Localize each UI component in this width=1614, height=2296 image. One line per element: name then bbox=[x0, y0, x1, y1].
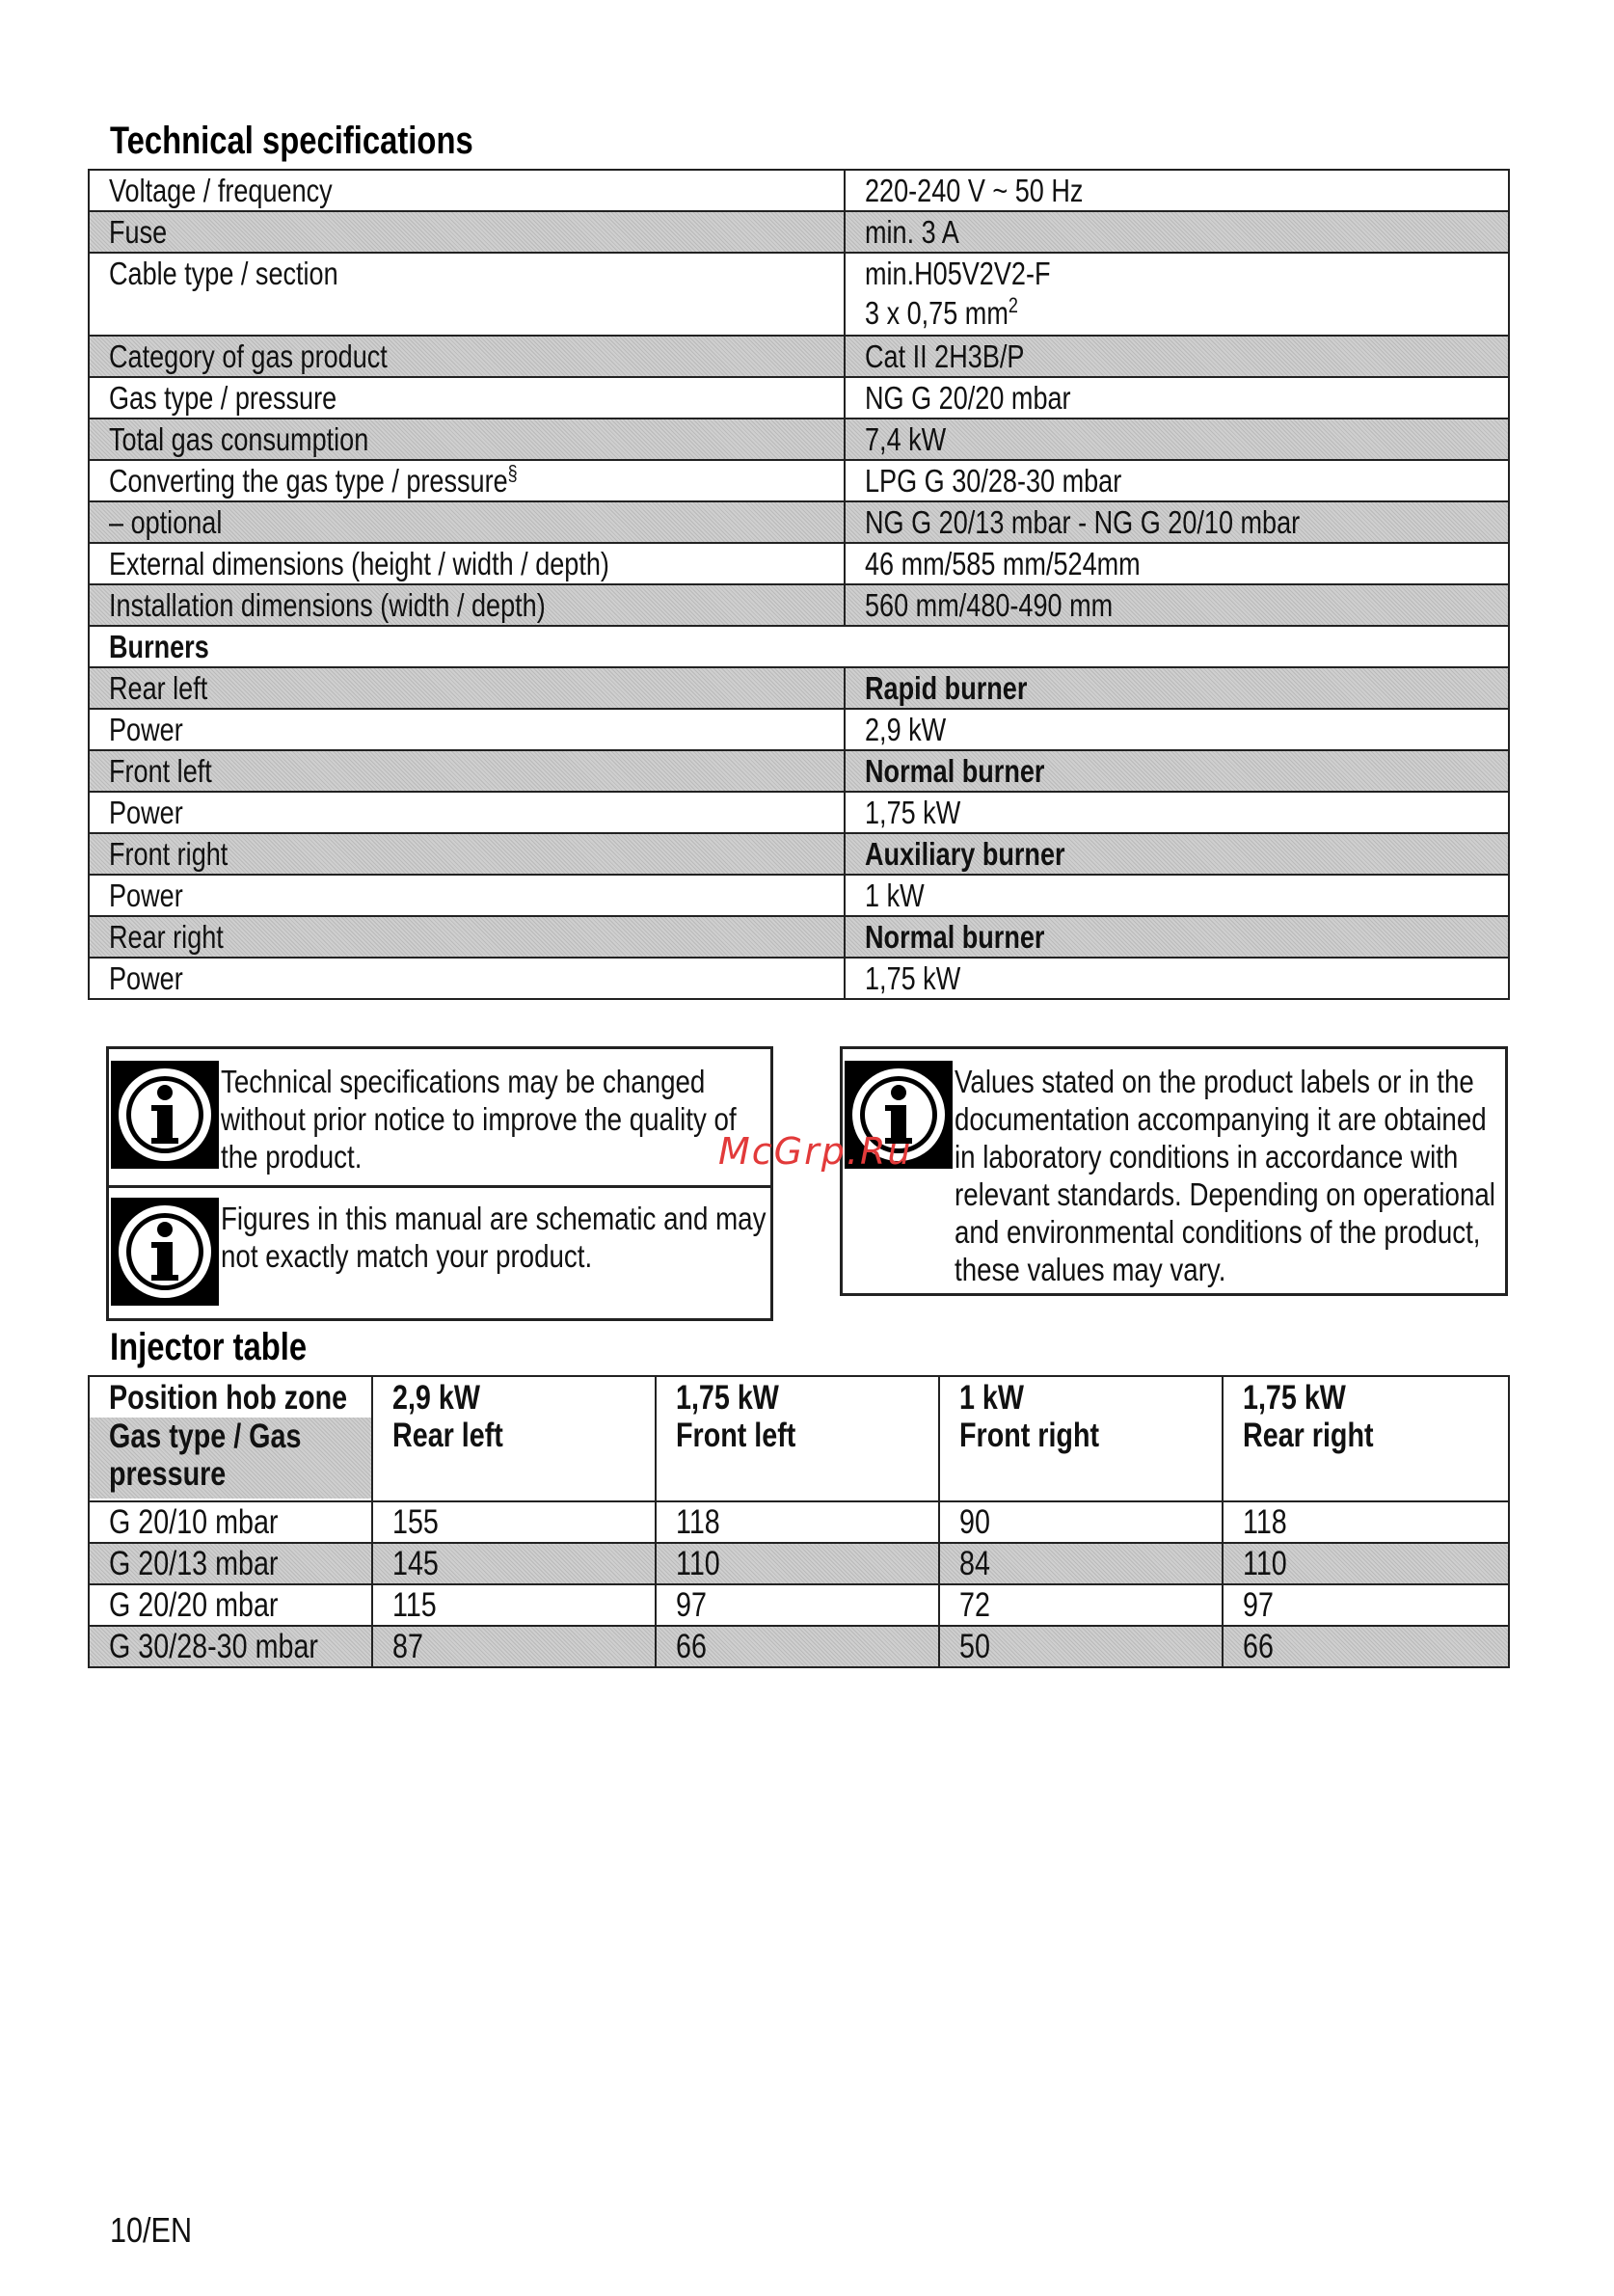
corner-bottom-label-2: pressure bbox=[109, 1455, 227, 1493]
spec-row bbox=[89, 584, 1509, 626]
injector-value-cell: 155 bbox=[392, 1503, 439, 1541]
injector-title: Injector table bbox=[110, 1326, 308, 1368]
spec-label: – optional bbox=[109, 504, 223, 540]
gas-type-cell: G 30/28-30 mbar bbox=[109, 1628, 318, 1665]
injector-row bbox=[89, 1626, 1509, 1667]
gas-type-cell: G 20/10 mbar bbox=[109, 1503, 279, 1541]
burner-type: Normal burner bbox=[865, 753, 1045, 789]
spec-label: Category of gas product bbox=[109, 338, 388, 374]
burner-type: Normal burner bbox=[865, 919, 1045, 955]
burners-heading-row bbox=[89, 626, 1509, 667]
spec-label: Fuse bbox=[109, 214, 168, 250]
notice-box-left bbox=[106, 1046, 773, 1321]
spec-value: 7,4 kW bbox=[865, 421, 947, 457]
spec-row bbox=[89, 501, 1509, 543]
spec-row bbox=[89, 543, 1509, 584]
watermark: McGrp.Ru bbox=[718, 1130, 913, 1173]
burner-position: Power bbox=[109, 878, 183, 913]
injector-row bbox=[89, 1501, 1509, 1543]
spec-value: LPG G 30/28-30 mbar bbox=[865, 463, 1122, 499]
burner-position: Power bbox=[109, 712, 183, 747]
info-icon bbox=[111, 1198, 219, 1306]
spec-row bbox=[89, 211, 1509, 253]
spec-title: Technical specifications bbox=[110, 120, 473, 162]
injector-value-cell: 87 bbox=[392, 1628, 423, 1665]
injector-value-cell: 118 bbox=[1243, 1503, 1287, 1541]
burner-row bbox=[89, 750, 1509, 792]
burner-power: 2,9 kW bbox=[865, 712, 947, 747]
spec-value: min.H05V2V2-F bbox=[865, 256, 1051, 291]
injector-value-cell: 66 bbox=[1243, 1628, 1274, 1665]
corner-top-label: Position hob zone bbox=[109, 1379, 348, 1417]
injector-col-header: 1 kW Front right bbox=[939, 1376, 1223, 1501]
burner-position: Front left bbox=[109, 753, 212, 789]
info-icon bbox=[111, 1061, 219, 1169]
spec-label: Converting the gas type / pressure§ bbox=[109, 461, 518, 499]
injector-value-cell: 145 bbox=[392, 1545, 439, 1582]
burner-row bbox=[89, 709, 1509, 750]
burner-power: 1,75 kW bbox=[865, 960, 961, 996]
spec-label: Total gas consumption bbox=[109, 421, 369, 457]
injector-corner-cell bbox=[89, 1376, 372, 1501]
injector-col-header: 2,9 kW Rear left bbox=[372, 1376, 656, 1501]
spec-row bbox=[89, 253, 1509, 336]
injector-value-cell: 110 bbox=[676, 1545, 720, 1582]
injector-value-cell: 97 bbox=[1243, 1586, 1274, 1624]
burner-position: Front right bbox=[109, 836, 229, 872]
page-number: 10/EN bbox=[110, 2210, 193, 2250]
spec-row bbox=[89, 460, 1509, 501]
burner-row bbox=[89, 916, 1509, 958]
spec-table bbox=[88, 169, 1510, 1000]
gas-type-cell: G 20/20 mbar bbox=[109, 1586, 279, 1624]
burners-heading: Burners bbox=[109, 629, 209, 664]
notice-text-specs: Technical specifications may be changed without prior notice to improve the quality of the product. bbox=[221, 1064, 737, 1175]
burner-power: 1,75 kW bbox=[865, 795, 961, 830]
burner-row bbox=[89, 875, 1509, 916]
notice-text-values: Values stated on the product labels or in the documentation accompanying it are obtained in laboratory conditions in accordance with relevant standards. Depending on operational and environmental conditions of the product, these values may vary. bbox=[955, 1064, 1495, 1287]
injector-value-cell: 50 bbox=[959, 1628, 990, 1665]
burner-position: Rear right bbox=[109, 919, 224, 955]
burner-row bbox=[89, 792, 1509, 833]
burner-position: Power bbox=[109, 795, 183, 830]
spec-row bbox=[89, 419, 1509, 460]
spec-value: Cat II 2H3B/P bbox=[865, 338, 1025, 374]
spec-value: min. 3 A bbox=[865, 214, 959, 250]
spec-row bbox=[89, 170, 1509, 211]
spec-label: Gas type / pressure bbox=[109, 380, 337, 416]
burner-position: Power bbox=[109, 960, 183, 996]
injector-row bbox=[89, 1584, 1509, 1626]
spec-label: Voltage / frequency bbox=[109, 173, 333, 208]
injector-col-header: 1,75 kW Front left bbox=[656, 1376, 939, 1501]
injector-value-cell: 72 bbox=[959, 1586, 990, 1624]
injector-row bbox=[89, 1543, 1509, 1584]
spec-value: NG G 20/13 mbar - NG G 20/10 mbar bbox=[865, 504, 1301, 540]
injector-value-cell: 84 bbox=[959, 1545, 990, 1582]
notice-text-figures: Figures in this manual are schematic and may not exactly match your product. bbox=[221, 1201, 767, 1274]
injector-value-cell: 118 bbox=[676, 1503, 720, 1541]
notice-divider bbox=[109, 1185, 770, 1188]
spec-label: Cable type / section bbox=[109, 256, 338, 291]
burner-position: Rear left bbox=[109, 670, 208, 706]
injector-value-cell: 97 bbox=[676, 1586, 707, 1624]
injector-value-cell: 66 bbox=[676, 1628, 707, 1665]
burner-row bbox=[89, 958, 1509, 999]
spec-value: 560 mm/480-490 mm bbox=[865, 587, 1114, 623]
gas-type-cell: G 20/13 mbar bbox=[109, 1545, 279, 1582]
notice-box-right bbox=[840, 1046, 1508, 1296]
spec-value-line2: 3 x 0,75 $mm^2$ bbox=[865, 293, 1018, 331]
injector-value-cell: 110 bbox=[1243, 1545, 1287, 1582]
spec-value: 46 mm/585 mm/524mm bbox=[865, 546, 1141, 581]
spec-row bbox=[89, 377, 1509, 419]
burner-row bbox=[89, 833, 1509, 875]
spec-row bbox=[89, 336, 1509, 377]
burner-type: Auxiliary burner bbox=[865, 836, 1065, 872]
spec-value: 220-240 V ~ 50 Hz bbox=[865, 173, 1084, 208]
burner-power: 1 kW bbox=[865, 878, 925, 913]
injector-col-header: 1,75 kW Rear right bbox=[1223, 1376, 1509, 1501]
corner-bottom-label-1: Gas type / Gas bbox=[109, 1418, 302, 1455]
injector-value-cell: 90 bbox=[959, 1503, 990, 1541]
spec-label: Installation dimensions (width / depth) bbox=[109, 587, 546, 623]
burner-row bbox=[89, 667, 1509, 709]
injector-table bbox=[88, 1375, 1510, 1668]
spec-value: NG G 20/20 mbar bbox=[865, 380, 1071, 416]
burner-type: Rapid burner bbox=[865, 670, 1028, 706]
spec-label: External dimensions (height / width / depth) bbox=[109, 546, 609, 581]
injector-value-cell: 115 bbox=[392, 1586, 437, 1624]
